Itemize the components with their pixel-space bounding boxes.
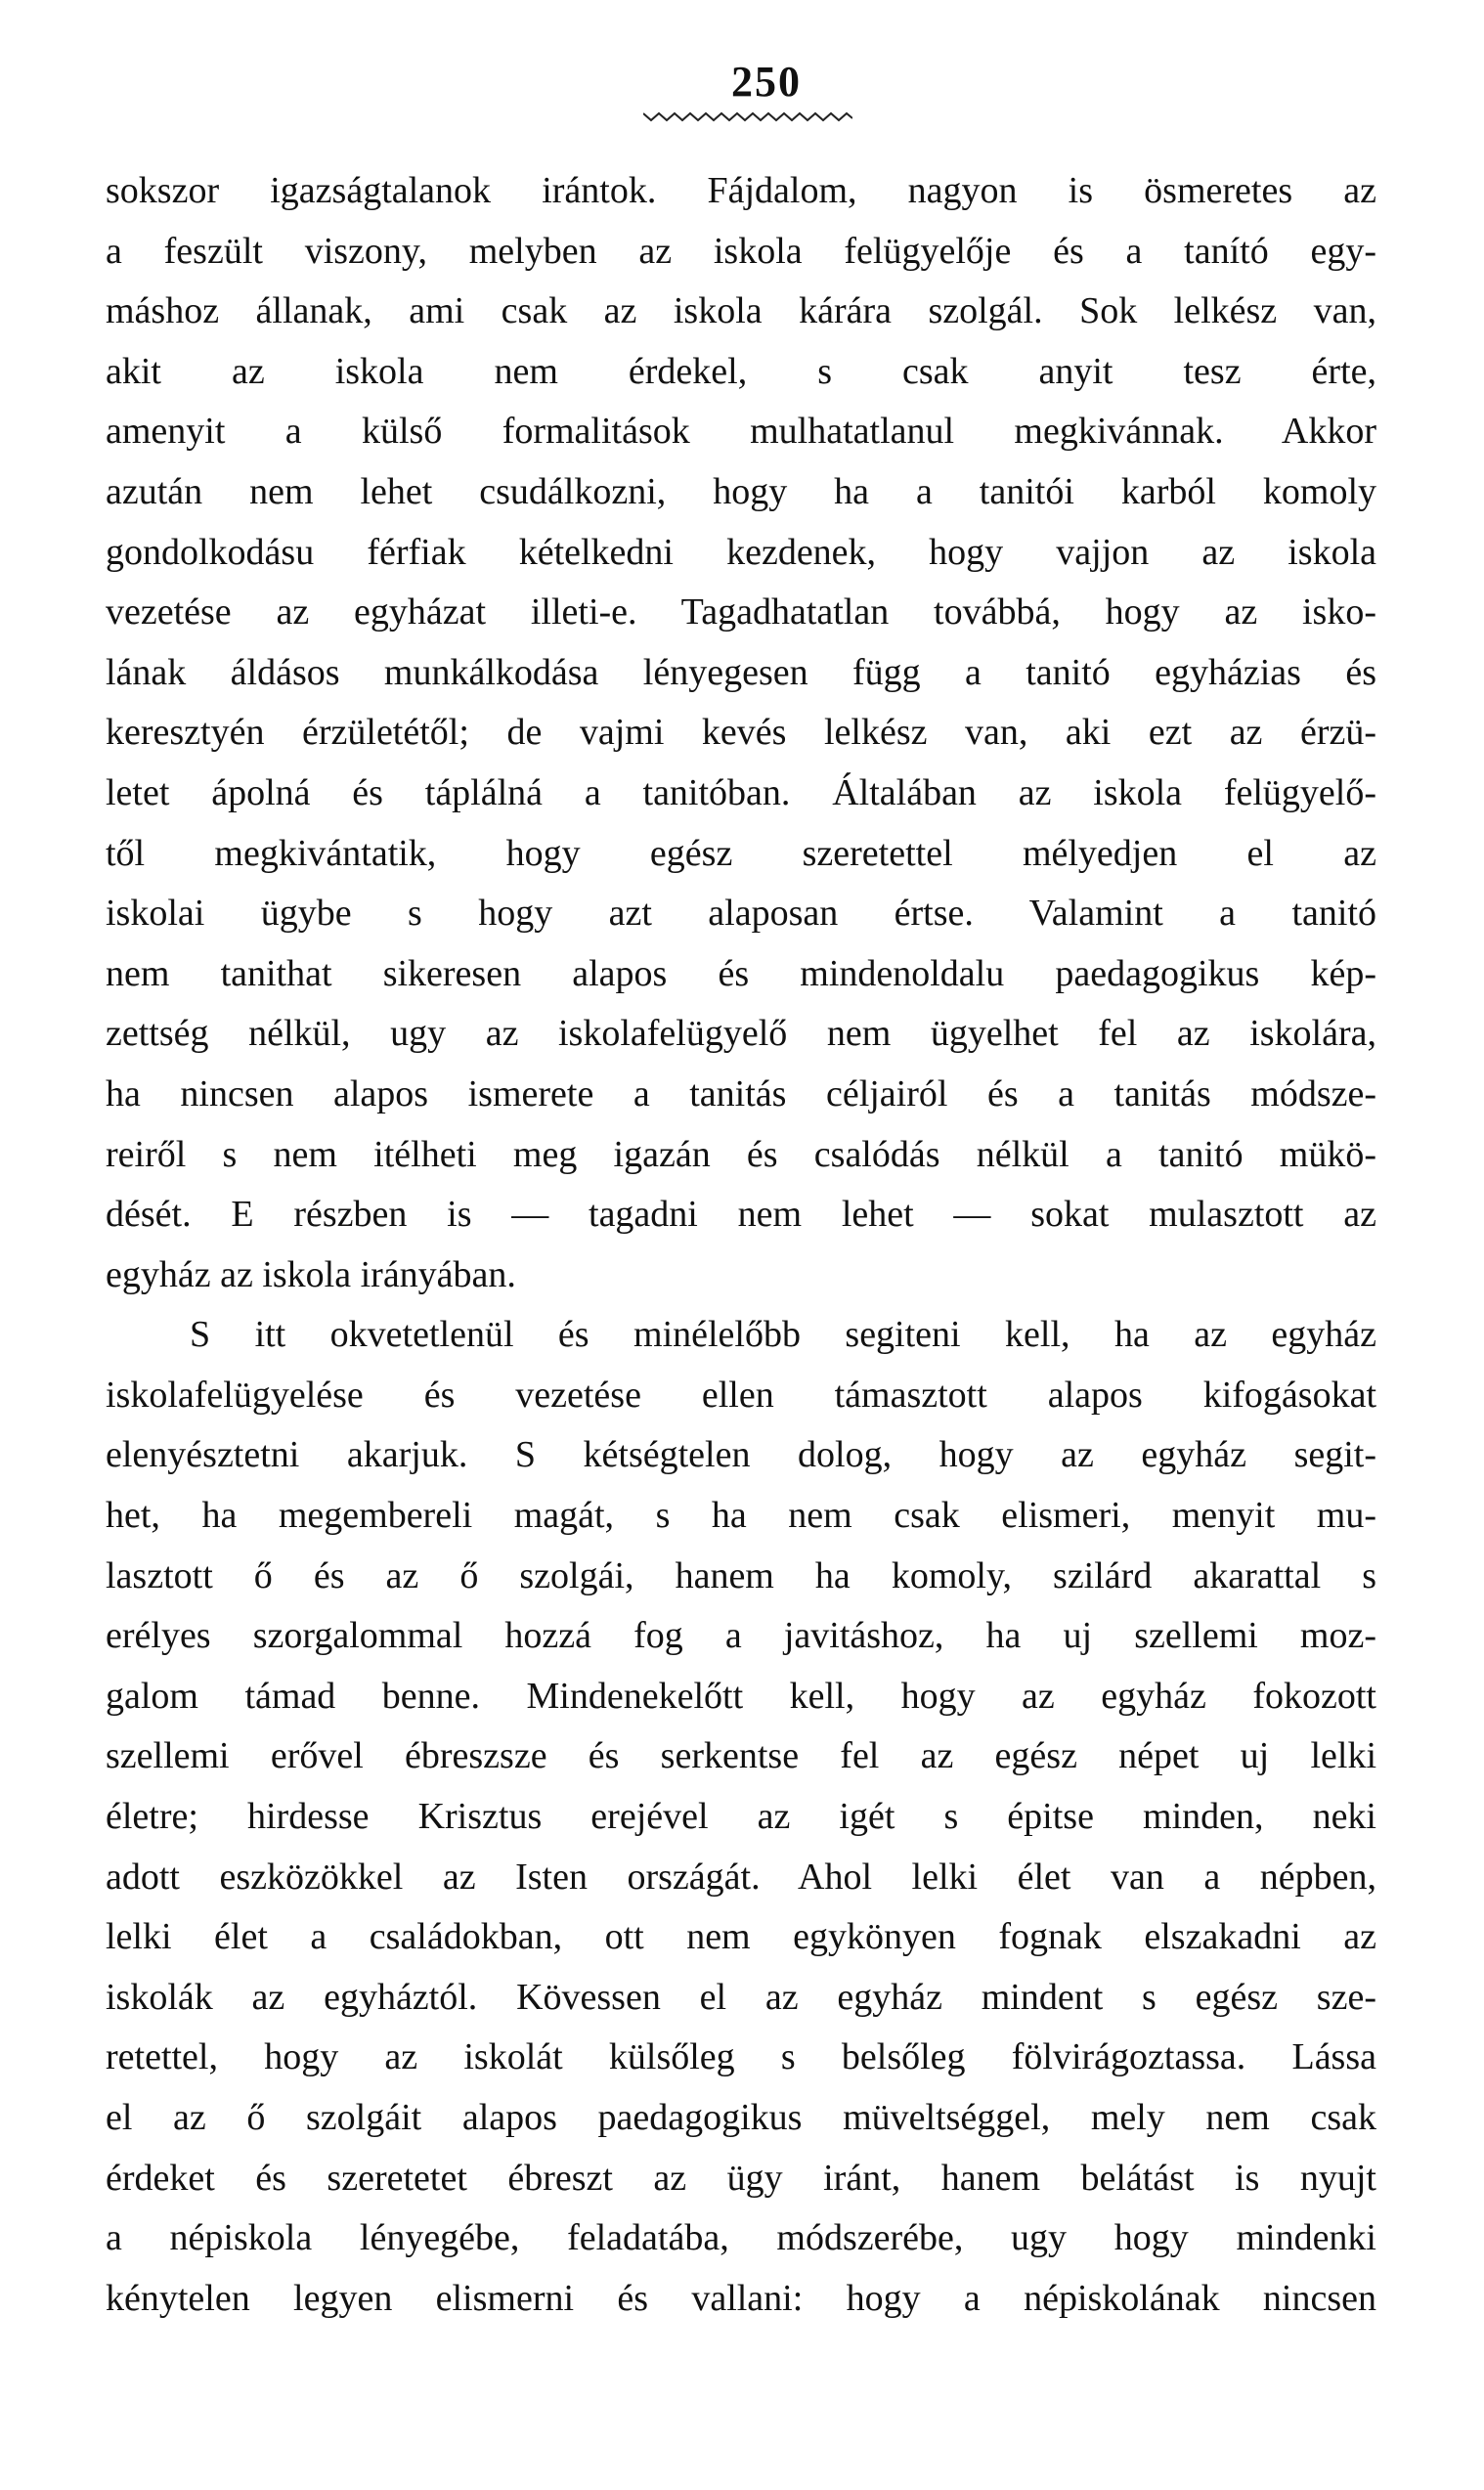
text-line: kénytelen legyen elismerni és vallani: hogy a népiskolának nincsen [106, 2277, 1376, 2319]
text-line: S itt okvetetlenül és minélelőbb segiteni kell, ha az egyház [190, 1314, 1376, 1356]
text-line: het, ha megembereli magát, s ha nem csak elismeri, menyit mu- [106, 1495, 1376, 1537]
text-line: vezetése az egyházat illeti-e. Tagadhatatlan továbbá, hogy az isko- [106, 591, 1376, 633]
text-line: nem tanithat sikeresen alapos és mindenoldalu paedagogikus kép- [106, 952, 1376, 994]
text-line: azután nem lehet csudálkozni, hogy ha a tanitói karból komoly [106, 470, 1376, 512]
text-line: dését. E részben is — tagadni nem lehet — sokat mulasztott az [106, 1194, 1376, 1236]
text-line: akit az iskola nem érdekel, s csak anyit tesz érte, [106, 350, 1376, 392]
text-line: iskolafelügyelése és vezetése ellen támasztott alapos kifogásokat [106, 1374, 1376, 1416]
text-line: reiről s nem itélheti meg igazán és csalódás nélkül a tanitó mükö- [106, 1133, 1376, 1175]
text-line: adott eszközökkel az Isten országát. Ahol lelki élet van a népben, [106, 1856, 1376, 1898]
text-line: a népiskola lényegébe, feladatába, módszerébe, ugy hogy mindenki [106, 2217, 1376, 2259]
text-line: lasztott ő és az ő szolgái, hanem ha komoly, szilárd akarattal s [106, 1554, 1376, 1596]
text-line: zettség nélkül, ugy az iskolafelügyelő nem ügyelhet fel az iskolára, [106, 1013, 1376, 1055]
text-line: el az ő szolgáit alapos paedagogikus müveltséggel, mely nem csak [106, 2097, 1376, 2138]
text-line: retettel, hogy az iskolát külsőleg s belsőleg fölvirágoztassa. Lássa [106, 2036, 1376, 2078]
page-number: 250 [731, 58, 802, 106]
text-line: erélyes szorgalommal hozzá fog a javitáshoz, ha uj szellemi moz- [106, 1615, 1376, 1657]
text-line: sokszor igazságtalanok irántok. Fájdalom, nagyon is ösmeretes az [106, 170, 1376, 211]
text-line: iskolai ügybe s hogy azt alaposan értse. Valamint a tanitó [106, 893, 1376, 935]
text-line: lelki élet a családokban, ott nem egykönyen fognak elszakadni az [106, 1916, 1376, 1958]
text-line: letet ápolná és táplálná a tanitóban. Általában az iskola felügyelő- [106, 771, 1376, 813]
text-line: elenyésztetni akarjuk. S kétségtelen dolog, hogy az egyház segit- [106, 1434, 1376, 1476]
text-line: től megkivántatik, hogy egész szeretettel mélyedjen el az [106, 832, 1376, 874]
text-line: ha nincsen alapos ismerete a tanitás céljairól és a tanitás módsze- [106, 1072, 1376, 1114]
paragraph-2 [106, 1305, 1376, 2329]
wavy-ornament-icon [643, 109, 852, 123]
text-line: egyház az iskola irányában. [106, 1253, 516, 1295]
text-line: érdeket és szeretetet ébreszt az ügy iránt, hanem belátást is nyujt [106, 2157, 1376, 2199]
paragraph-1 [106, 161, 1376, 1305]
text-line: galom támad benne. Mindenekelőtt kell, hogy az egyház fokozott [106, 1675, 1376, 1717]
text-line: amenyit a külső formalitások mulhatatlanul megkivánnak. Akkor [106, 411, 1376, 453]
page-header [0, 57, 1484, 107]
text-line: életre; hirdesse Krisztus erejével az igét s épitse minden, neki [106, 1796, 1376, 1838]
text-line: keresztyén érzületétől; de vajmi kevés lelkész van, aki ezt az érzü- [106, 712, 1376, 754]
body-text [106, 161, 1376, 2329]
text-line: gondolkodásu férfiak kételkedni kezdenek, hogy vajjon az iskola [106, 531, 1376, 573]
text-line: szellemi erővel ébreszsze és serkentse fel az egész népet uj lelki [106, 1735, 1376, 1777]
text-line: a feszült viszony, melyben az iskola felügyelője és a tanító egy- [106, 230, 1376, 272]
text-line: lának áldásos munkálkodása lényegesen függ a tanitó egyházias és [106, 651, 1376, 693]
text-line: máshoz állanak, ami csak az iskola kárára szolgál. Sok lelkész van, [106, 290, 1376, 332]
text-line: iskolák az egyháztól. Kövessen el az egyház mindent s egész sze- [106, 1976, 1376, 2018]
